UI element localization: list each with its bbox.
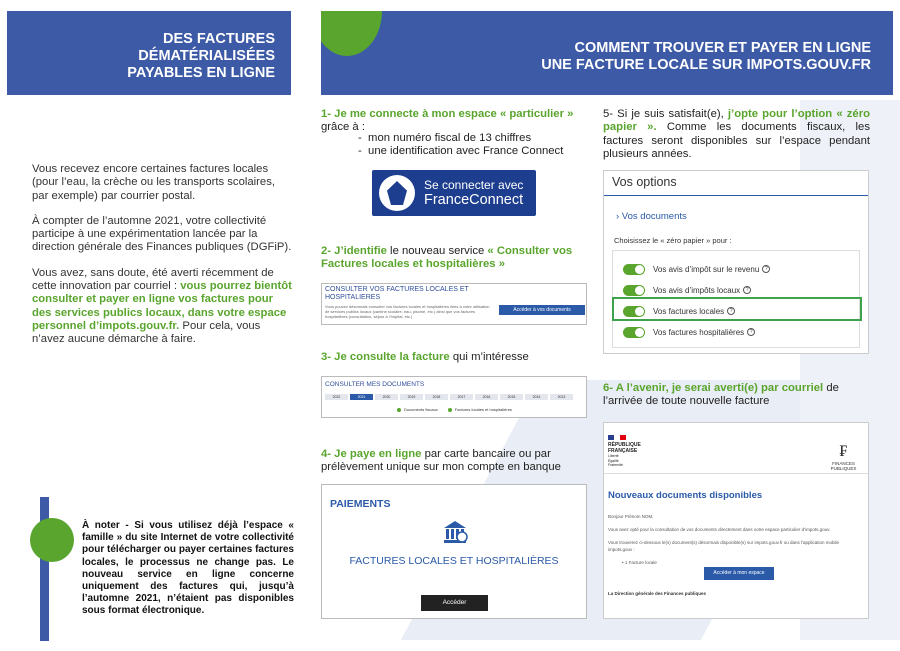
toggle-switch[interactable] — [623, 285, 645, 296]
option-income-tax: Vos avis d’impôt sur le revenu ? — [623, 260, 770, 278]
republique-francaise-logo: RÉPUBLIQUE FRANÇAISE Liberté Égalité Fraternité — [608, 435, 641, 468]
intro-paragraph-1: Vous recevez encore certaines factures locales (pour l’eau, la crèche ou les transports scolaires, par exemple) par courrier postal. — [32, 163, 275, 202]
right-banner-title: COMMENT TROUVER ET PAYER EN LIGNE UNE FACTURE LOCALE SUR IMPOTS.GOUV.FR — [541, 40, 871, 73]
screenshot-payments: PAIEMENTS FACTURES LOCALES ET HOSPITALIÈRES Accéder — [321, 484, 587, 619]
franceconnect-label: Se connecter avec FranceConnect — [424, 178, 524, 208]
franceconnect-logo-icon — [379, 175, 415, 211]
option-hospital-invoices: Vos factures hospitalières ? — [623, 323, 755, 341]
year-tab[interactable]: 2017 — [450, 394, 473, 400]
option-local-invoices: Vos factures locales ? — [623, 302, 735, 320]
year-tab[interactable]: 2021 — [350, 394, 373, 400]
left-intro-text — [32, 163, 294, 359]
french-flag-icon — [608, 435, 626, 440]
note-text: À noter - Si vous utilisez déjà l’espace « famille » du site Internet de votre collectivité pour télécharger ou payer certaines factures locales, le processus ne change pas. Le nouveau service en ligne concerne uniquement des factures qui, jusqu’à l’automne 2021, n’étaient pas disponibles sous format électronique. — [82, 520, 294, 617]
email-body: Bonjour Prénom NOM, Vous avez opté pour la consultation de vos documents directement dans votre espace particulier d’impots.gouv. Vous trouverez ci-dessous le(s) document(s) désormais disponible(s) sur impots.gouv.fr ou dans l’application mobile impots.gouv : • 1 Facture locale — [608, 514, 840, 565]
step-4: 4- Je paye en ligne par carte bancaire ou par prélèvement unique sur mon compte en banque — [321, 448, 561, 474]
finances-publiques-logo: ₣ FINANCES PUBLIQUES — [819, 441, 868, 471]
info-icon[interactable]: ? — [747, 328, 755, 336]
banner-circle — [321, 11, 382, 56]
note-accent-circle — [30, 518, 74, 562]
step-3: 3- Je consulte la facture qui m’intéresse — [321, 351, 529, 363]
documents-section-link[interactable]: › Vos documents — [616, 211, 687, 222]
year-tab[interactable]: 2022 — [325, 394, 348, 400]
step-1: 1- Je me connecte à mon espace « particulier » grâce à : — [321, 108, 574, 134]
legend-dot-icon — [448, 408, 452, 412]
left-banner — [7, 11, 291, 95]
info-icon[interactable]: ? — [743, 286, 751, 294]
option-local-tax: Vos avis d’impôts locaux ? — [623, 281, 751, 299]
year-tab[interactable]: 2020 — [375, 394, 398, 400]
list-item: - mon numéro fiscal de 13 chiffres — [358, 132, 532, 144]
finances-publiques-f-icon: ₣ — [839, 441, 848, 460]
public-building-icon — [442, 519, 468, 545]
access-my-space-button[interactable]: Accéder à mon espace — [704, 567, 774, 580]
screenshot-options: Vos options › Vos documents Choisissez le « zéro papier » pour : Vos avis d’impôt sur le revenu ? Vos avis d’impôts locaux ? Vos factures locales ? Vos factures hospitalières ? — [603, 170, 869, 354]
year-tab[interactable]: 2019 — [400, 394, 423, 400]
step-1-list — [358, 132, 563, 159]
list-item: - une identification avec France Connect — [358, 145, 564, 158]
toggle-switch[interactable] — [623, 327, 645, 338]
step-6: 6- A l’avenir, je serai averti(e) par courriel de l’arrivée de toute nouvelle facture — [603, 382, 839, 408]
year-tab[interactable]: 2014 — [525, 394, 548, 400]
access-documents-button[interactable]: Accéder à vos documents — [499, 305, 585, 315]
documents-legend: Documents fiscaux Factures locales et hospitalières — [397, 407, 512, 412]
screenshot-consult-service: CONSULTER VOS FACTURES LOCALES ET HOSPITALIERES Vous pouvez désormais consulter vos factures locales et hospitalières liées à votre utilisation de services publics locaux (cantine scolaire, eau, piscine, etc.) ainsi que vos factures hospitalières (consultation, séjour à l’hôpital, etc.) Accéder à vos documents — [321, 283, 587, 325]
access-payment-button[interactable]: Accéder — [421, 595, 488, 611]
screenshot-consult-documents: CONSULTER MES DOCUMENTS 2022 2021 2020 2019 2018 2017 2016 2015 2014 2013 Documents fiscaux Factures locales et hospitalières — [321, 376, 587, 418]
left-banner-title: DES FACTURES DÉMATÉRIALISÉES PAYABLES EN LIGNE — [127, 31, 275, 81]
step-5: 5- Si je suis satisfait(e), j’opte pour l’option « zéro papier ». Comme les documents fiscaux, les factures seront disponibles sur l’espace pendant plusieurs années. — [603, 108, 870, 160]
year-tab[interactable]: 2016 — [475, 394, 498, 400]
step-2: 2- J’identifie le nouveau service « Consulter vos Factures locales et hospitalières » — [321, 245, 573, 271]
info-icon[interactable]: ? — [762, 265, 770, 273]
year-tabs — [325, 394, 573, 400]
year-tab[interactable]: 2013 — [550, 394, 573, 400]
intro-paragraph-2: À compter de l’automne 2021, votre collectivité participe à une expérimentation lancée par la direction générale des Finances publiques (DGFiP). — [32, 214, 292, 254]
info-icon[interactable]: ? — [727, 307, 735, 315]
franceconnect-button[interactable] — [372, 170, 536, 216]
intro-paragraph-3: Vous avez, sans doute, été averti récemment de cette innovation par courriel : vous pourrez bientôt consulter et payer en ligne vos factures pour des services publics locaux, dans votre espace personnel d’impots.gouv.fr. Pour cela, vous n’avez aucune démarche à faire. — [32, 266, 292, 346]
right-banner — [321, 11, 893, 95]
legend-dot-icon — [397, 408, 401, 412]
screenshot-email: RÉPUBLIQUE FRANÇAISE Liberté Égalité Fraternité ₣ FINANCES PUBLIQUES Nouveaux documents disponibles Bonjour Prénom NOM, Vous avez opté pour la consultation de vos documents directement dans votre espace particulier d’impots.gouv. Vous trouverez ci-dessous le(s) document(s) désormais disponible(s) sur impots.gouv.fr ou dans l’application mobile impots.gouv : • 1 Facture locale Accéder à mon espace La Direction générale des Finances publiques — [603, 422, 869, 619]
highlight-frame — [612, 297, 862, 321]
year-tab[interactable]: 2018 — [425, 394, 448, 400]
year-tab[interactable]: 2015 — [500, 394, 523, 400]
toggle-switch[interactable] — [623, 264, 645, 275]
